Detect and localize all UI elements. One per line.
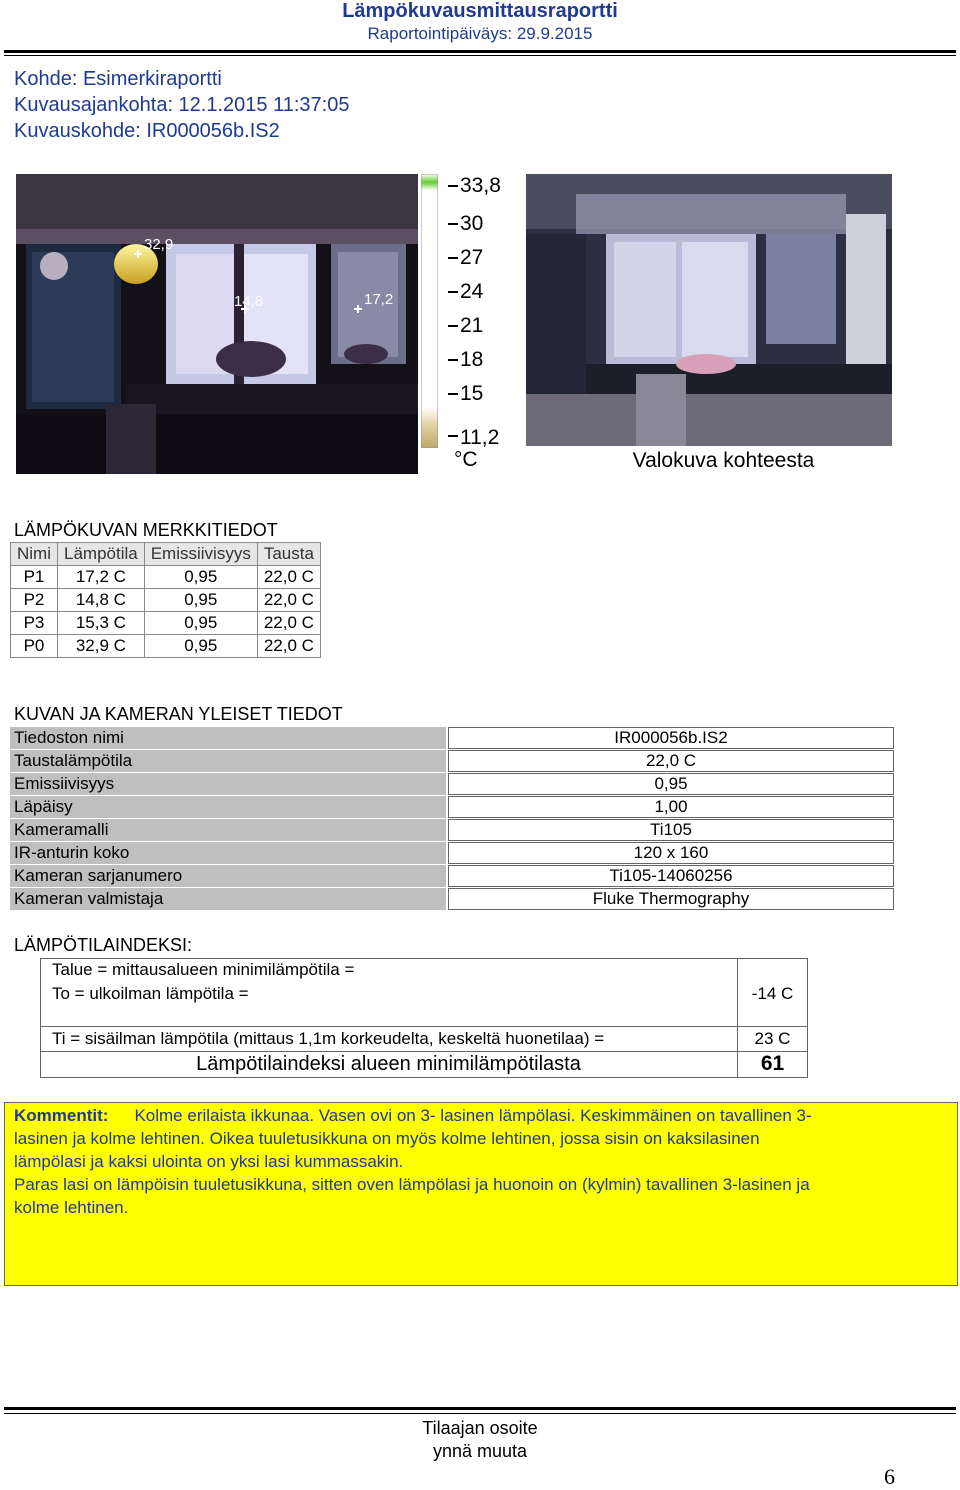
temp-index-title: LÄMPÖTILAINDEKSI: — [14, 935, 193, 955]
markers-table-header — [11, 543, 321, 566]
ti-text: Ti = sisäilman lämpötila (mittaus 1,1m korkeudelta, keskeltä huonetilaa) = — [52, 1029, 605, 1048]
info-row-serial — [10, 865, 894, 887]
header-cell: Emissiivisyys — [144, 543, 257, 566]
table-row — [11, 635, 321, 658]
capture-file-line: Kuvauskohde: IR000056b.IS2 — [14, 120, 280, 142]
comment-line: Paras lasi on lämpöisin tuuletusikkuna, sitten oven lämpölasi ja huonoin on (kylmin) tavallinen 3-lasinen ja — [14, 1175, 810, 1194]
info-label: IR-anturin koko — [10, 842, 446, 864]
ti-value: 23 C — [754, 1029, 791, 1048]
header-rule — [4, 50, 956, 53]
header-cell: Lämpötila — [58, 543, 145, 566]
info-label: Emissiivisyys — [10, 773, 446, 795]
table-row — [11, 566, 321, 589]
info-label: Taustalämpötila — [10, 750, 446, 772]
comment-line: lasinen ja kolme lehtinen. Oikea tuuletusikkuna on myös kolme lehtinen, jossa sisin on kaksilasinen — [14, 1129, 760, 1148]
scale-label-max: 33,8 — [460, 174, 501, 197]
cell: 0,95 — [144, 589, 257, 612]
cell: P3 — [11, 612, 58, 635]
info-label: Kameran sarjanumero — [10, 865, 446, 887]
info-row-emissivity — [10, 773, 894, 795]
table-row — [11, 589, 321, 612]
scale-unit: °C — [454, 448, 478, 471]
info-label: Kameran valmistaja — [10, 888, 446, 910]
temp-index-value: 61 — [760, 1052, 785, 1075]
page-number: 6 — [884, 1464, 895, 1489]
comments-label: Kommentit: — [14, 1106, 109, 1125]
comment-line: lämpölasi ja kaksi ulointa on yksi lasi kummassakin. — [14, 1152, 404, 1171]
scale-label-27: 27 — [460, 246, 484, 269]
scale-label-24: 24 — [460, 280, 484, 303]
info-row-filename — [10, 727, 894, 749]
footer-line: ynnä muuta — [432, 1441, 528, 1461]
info-label: Läpäisy — [10, 796, 446, 818]
cell: 17,2 C — [58, 566, 145, 589]
cell: 22,0 C — [257, 566, 320, 589]
report-date: Raportointipäiväys: 29.9.2015 — [367, 24, 593, 43]
markers-section-title: LÄMPÖKUVAN MERKKITIEDOT — [14, 520, 278, 540]
info-value: Ti105-14060256 — [448, 865, 894, 887]
info-row-transmission — [10, 796, 894, 818]
info-label: Tiedoston nimi — [10, 727, 446, 749]
scale-label-18: 18 — [460, 348, 484, 371]
info-value: 22,0 C — [448, 750, 894, 772]
cell: 0,95 — [144, 612, 257, 635]
temp-index-label: Lämpötilaindeksi alueen minimilämpötilasta — [196, 1053, 581, 1075]
info-row-camera-model — [10, 819, 894, 841]
scale-label-21: 21 — [460, 314, 484, 337]
marker-label-p2: 14,8 — [234, 293, 264, 310]
cell: 22,0 C — [257, 612, 320, 635]
cell: 22,0 C — [257, 589, 320, 612]
scale-label-min: 11,2 — [460, 426, 500, 449]
footer-rule-thin — [4, 1413, 956, 1414]
header-cell: Tausta — [257, 543, 320, 566]
thermal-image — [16, 174, 418, 474]
info-value: 0,95 — [448, 773, 894, 795]
header-rule-thin — [4, 55, 956, 56]
scale-label-30: 30 — [460, 212, 484, 235]
capture-time-line: Kuvausajankohta: 12.1.2015 11:37:05 — [14, 94, 350, 116]
footer-rule — [4, 1407, 956, 1410]
temperature-scale-bar — [421, 174, 438, 448]
general-section-title: KUVAN JA KAMERAN YLEISET TIEDOT — [14, 704, 343, 724]
table-row — [11, 612, 321, 635]
cell: 0,95 — [144, 635, 257, 658]
info-value: 120 x 160 — [448, 842, 894, 864]
to-text: To = ulkoilman lämpötila = — [52, 984, 249, 1003]
to-value: -14 C — [751, 984, 794, 1003]
comment-line: Kolme erilaista ikkunaa. Vasen ovi on 3- lasinen lämpölasi. Keskimmäinen on tavallinen 3- — [134, 1106, 812, 1125]
cell: 22,0 C — [257, 635, 320, 658]
marker-label-p0: 32,9 — [144, 236, 174, 253]
cell: P1 — [11, 566, 58, 589]
comment-line: kolme lehtinen. — [14, 1198, 129, 1217]
cell: 0,95 — [144, 566, 257, 589]
header-cell: Nimi — [11, 543, 58, 566]
info-value: 1,00 — [448, 796, 894, 818]
scale-label-15: 15 — [460, 382, 484, 405]
markers-table — [10, 542, 321, 658]
cell: 32,9 C — [58, 635, 145, 658]
info-value: IR000056b.IS2 — [448, 727, 894, 749]
cell: P2 — [11, 589, 58, 612]
cell: 14,8 C — [58, 589, 145, 612]
info-value: Fluke Thermography — [448, 888, 894, 910]
talue-text: Talue = mittausalueen minimilämpötila = — [52, 960, 355, 979]
info-row-sensor-size — [10, 842, 894, 864]
marker-label-p1: 17,2 — [364, 291, 394, 308]
cell: P0 — [11, 635, 58, 658]
target-line: Kohde: Esimerkiraportti — [14, 68, 222, 90]
visible-photo — [526, 174, 892, 446]
report-title: Lämpökuvausmittausraportti — [342, 0, 618, 22]
info-row-manufacturer — [10, 888, 894, 910]
info-label: Kameramalli — [10, 819, 446, 841]
temperature-scale-labels — [446, 174, 516, 474]
info-value: Ti105 — [448, 819, 894, 841]
temp-index-divider — [40, 1026, 808, 1027]
footer-line: Tilaajan osoite — [422, 1418, 538, 1438]
info-row-bg-temp — [10, 750, 894, 772]
temp-index-divider — [40, 1051, 808, 1052]
cell: 15,3 C — [58, 612, 145, 635]
photo-caption: Valokuva kohteesta — [632, 449, 815, 472]
comments-text — [14, 1104, 944, 1219]
